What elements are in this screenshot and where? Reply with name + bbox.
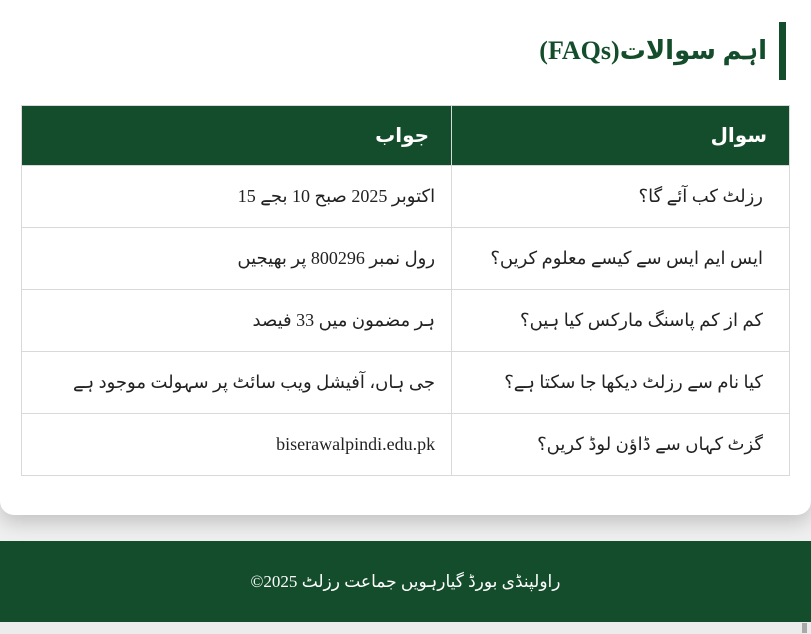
- question-cell: گزٹ کہاں سے ڈاؤن لوڈ کریں؟: [452, 414, 790, 476]
- faq-table: [21, 105, 790, 476]
- answer-cell: جی ہاں، آفیشل ویب سائٹ پر سہولت موجود ہے: [22, 352, 452, 414]
- copyright-text: ©2025 راولپنڈی بورڈ گیارہویں جماعت رزلٹ: [250, 572, 561, 591]
- faq-row: [22, 352, 790, 414]
- answer-cell: biserawalpindi.edu.pk: [22, 414, 452, 476]
- title-accent-bar: [779, 22, 786, 80]
- question-cell: رزلٹ کب آئے گا؟: [452, 166, 790, 228]
- answer-cell: رول نمبر 800296 پر بھیجیں: [22, 228, 452, 290]
- answer-cell: ہر مضمون میں 33 فیصد: [22, 290, 452, 352]
- answer-cell: 15 اکتوبر 2025 صبح 10 بجے: [22, 166, 452, 228]
- scrollbar-thumb[interactable]: [802, 623, 807, 633]
- faq-row: [22, 166, 790, 228]
- question-cell: ایس ایم ایس سے کیسے معلوم کریں؟: [452, 228, 790, 290]
- question-cell: کم از کم پاسنگ مارکس کیا ہیں؟: [452, 290, 790, 352]
- title-row: [25, 22, 786, 80]
- faq-row: [22, 228, 790, 290]
- answer-column-header: جواب: [22, 106, 452, 166]
- question-cell: کیا نام سے رزلٹ دیکھا جا سکتا ہے؟: [452, 352, 790, 414]
- faq-header-row: [22, 106, 790, 166]
- page-title: اہم سوالات(FAQs): [539, 36, 767, 65]
- horizontal-scrollbar-track[interactable]: [0, 622, 811, 634]
- faq-row: [22, 414, 790, 476]
- faq-row: [22, 290, 790, 352]
- footer: [0, 541, 811, 622]
- question-column-header: سوال: [452, 106, 790, 166]
